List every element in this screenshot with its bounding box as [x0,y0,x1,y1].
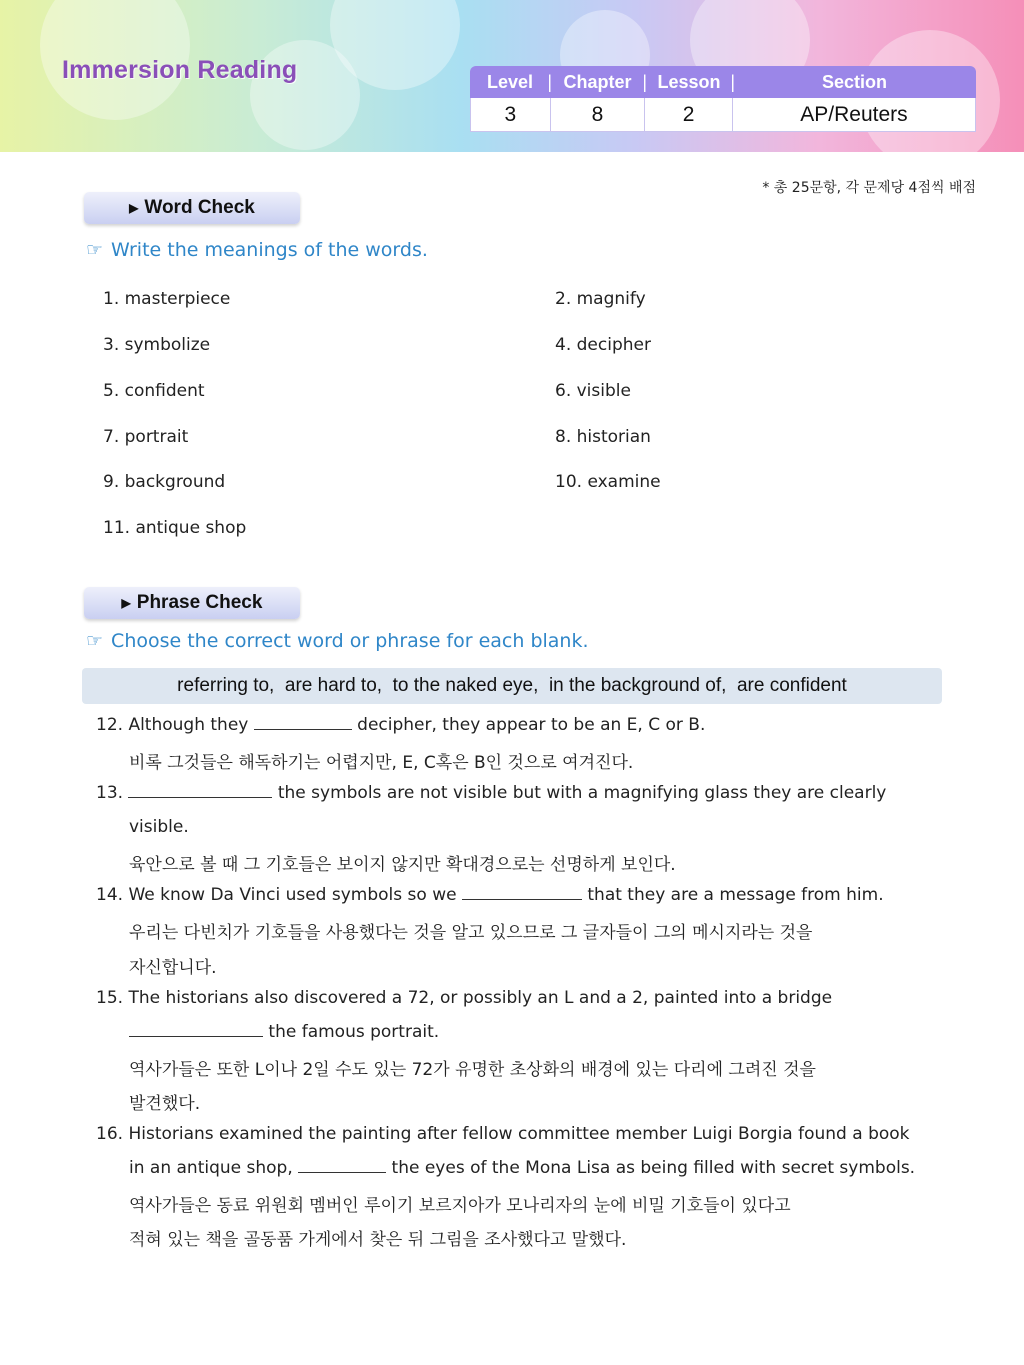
word-bank: referring to, are hard to, to the naked eye, in the background of, are confident [82,668,942,704]
question-12-translation: 비록 그것들은 해독하기는 어렵지만, E, C혹은 B인 것으로 여겨진다. [129,753,634,773]
question-15 [96,988,832,1008]
question-text: that they are a message from him. [581,885,884,905]
question-text: Although they [128,715,254,735]
phrase-check-instruction [86,630,589,652]
word-check-tab [84,192,300,224]
section-value: AP/Reuters [800,102,908,126]
phrase-check-title: Phrase Check [136,592,263,613]
col-lesson: Lesson | [645,66,733,98]
lesson-info-values [470,98,976,132]
question-14-translation: 우리는 다빈치가 기호들을 사용했다는 것을 알고 있으므로 그 글자들이 그의 메시지라는 것을 [129,923,813,943]
word-check-title: Word Check [144,197,255,218]
question-number: 14. [96,885,124,905]
question-number: 12. [96,715,124,735]
pointing-hand-icon: ☞ [86,239,104,261]
lesson-value: 2 [645,98,733,131]
word-item: 1. masterpiece [103,289,231,309]
word-item: 5. confident [103,381,205,401]
question-text: the eyes of the Mona Lisa as being filled with secret symbols. [386,1158,916,1178]
word-item: 6. visible [555,381,631,401]
question-12 [96,715,705,735]
word-item: 2. magnify [555,289,646,309]
question-13-translation: 육안으로 볼 때 그 기호들은 보이지 않지만 확대경으로는 선명하게 보인다. [129,855,676,875]
word-item: 9. background [103,472,226,492]
question-text: Historians examined the painting after fellow committee member Luigi Borgia found a book [128,1124,910,1144]
word-check-instruction-text: Write the meanings of the words. [111,239,428,261]
question-16-translation-2: 적혀 있는 책을 골동품 가게에서 찾은 뒤 그림을 조사했다고 말했다. [129,1230,627,1250]
question-14-translation-2: 자신합니다. [129,958,217,978]
chapter-value: 8 [551,98,646,131]
question-text: decipher, they appear to be an E, C or B. [351,715,706,735]
word-item: 8. historian [555,427,651,447]
word-check-instruction [86,239,428,261]
question-text: We know Da Vinci used symbols so we [128,885,462,905]
question-15-line2 [129,1022,439,1042]
triangle-icon: ▶ [129,201,139,215]
word-item: 7. portrait [103,427,189,447]
question-text: The historians also discovered a 72, or possibly an L and a 2, painted into a bridge [128,988,833,1008]
answer-blank[interactable] [254,716,352,730]
question-14 [96,885,884,905]
word-item: 10. examine [555,472,661,492]
lesson-info-table [470,66,976,132]
brand-logo: Immersion Reading [62,56,298,84]
question-13 [96,783,886,803]
pointing-hand-icon: ☞ [86,630,104,652]
col-section: Section [821,71,887,92]
score-note: * 총 25문항, 각 문제당 4점씩 배점 [762,180,976,196]
question-number: 16. [96,1124,124,1144]
question-text: in an antique shop, [129,1158,299,1178]
col-level: Level | [470,66,550,98]
question-text: the symbols are not visible but with a magnifying glass they are clearly [272,783,887,803]
question-number: 13. [96,783,124,803]
answer-blank[interactable] [298,1159,386,1173]
header-banner [0,0,1024,152]
question-16-translation: 역사가들은 동료 위원회 멤버인 루이기 보르지아가 모나리자의 눈에 비밀 기호들이 있다고 [129,1196,791,1216]
question-13-line2: visible. [129,817,189,837]
answer-blank[interactable] [462,886,582,900]
phrase-check-instruction-text: Choose the correct word or phrase for each blank. [111,630,589,652]
question-15-translation: 역사가들은 또한 L이나 2일 수도 있는 72가 유명한 초상화의 배경에 있는 다리에 그려진 것을 [129,1060,816,1080]
word-item: 4. decipher [555,335,651,355]
phrase-check-tab [84,587,300,619]
lesson-info-header [470,66,976,98]
question-16 [96,1124,910,1144]
level-value: 3 [471,98,551,131]
question-15-translation-2: 발견했다. [129,1094,201,1114]
triangle-icon: ▶ [121,596,131,610]
question-text: the famous portrait. [263,1022,440,1042]
col-chapter: Chapter | [550,66,645,98]
word-item: 11. antique shop [103,518,247,538]
answer-blank[interactable] [129,1023,263,1037]
word-item: 3. symbolize [103,335,211,355]
question-16-line2 [129,1158,915,1178]
question-number: 15. [96,988,124,1008]
answer-blank[interactable] [128,784,272,798]
